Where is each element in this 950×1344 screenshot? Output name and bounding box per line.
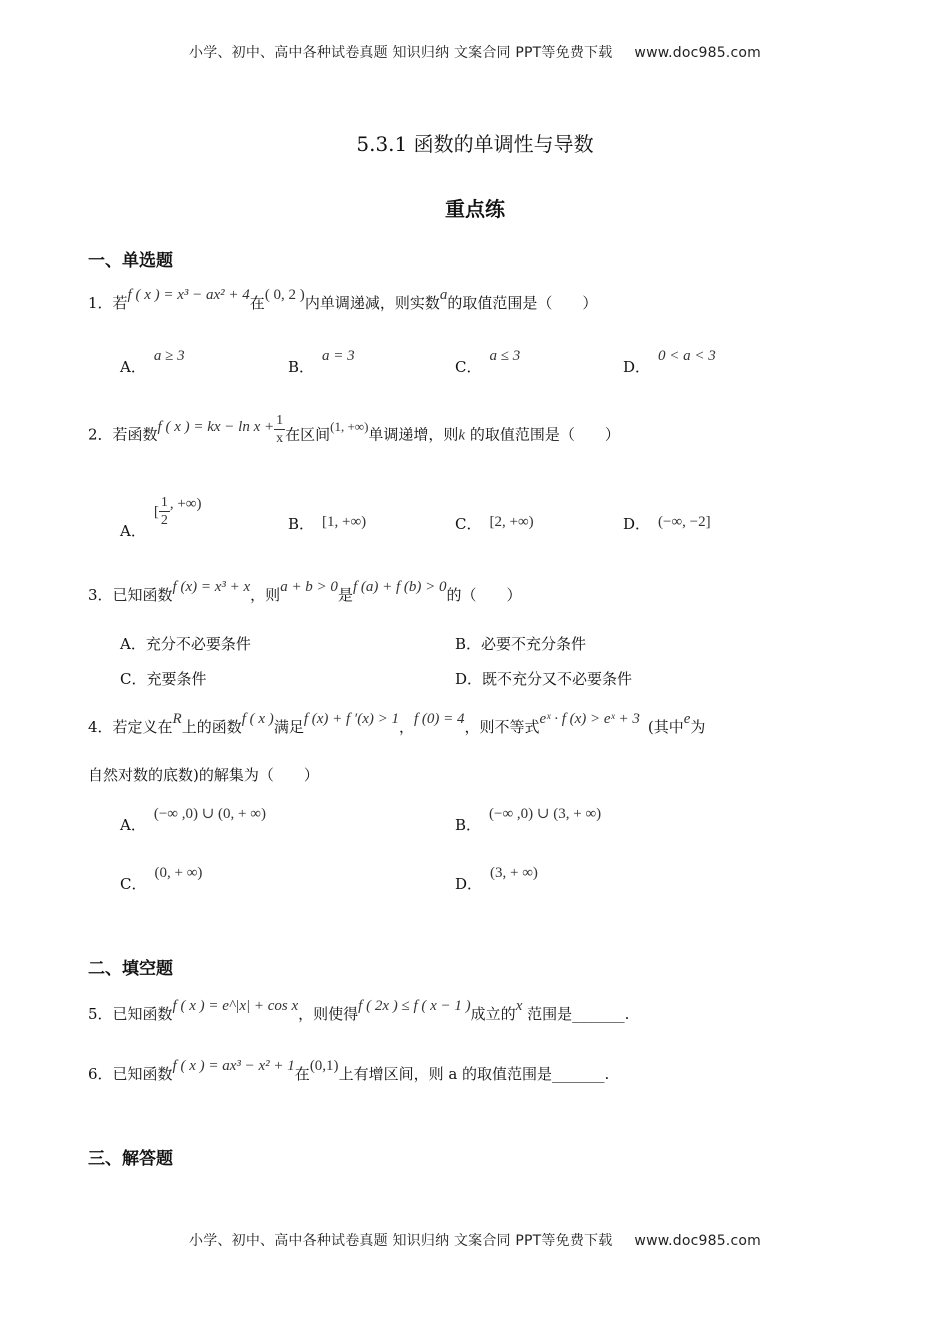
page-title: 5.3.1 函数的单调性与导数 bbox=[356, 132, 594, 156]
q2-fraction: $\frac{1}{x}$ bbox=[276, 413, 284, 446]
q4-option-a[interactable]: A．(−∞ ,0) ∪ (0, + ∞) bbox=[120, 806, 266, 834]
q2-option-c[interactable]: C． [2, +∞) bbox=[455, 514, 534, 533]
q2-option-b[interactable]: B． [1, +∞) bbox=[288, 514, 367, 533]
question-6: 6．已知函数f ( x ) = ax³ − x² + 1在(0,1)上有增区间，则 a 的取值范围是_______. bbox=[88, 1058, 610, 1083]
header-text: 小学、初中、高中各种试卷真题 知识归纳 文案合同 PPT等免费下载 bbox=[189, 45, 613, 61]
q3-option-a[interactable]: A．充分不必要条件 bbox=[120, 635, 251, 653]
q4-option-b[interactable]: B．(−∞ ,0) ∪ (3, + ∞) bbox=[455, 806, 602, 834]
question-4-continued: 自然对数的底数)的解集为（ ） bbox=[88, 766, 319, 784]
question-2: 2．若函数f ( x ) = kx − ln x + $\frac{1}{x}$ 在区间(1, +∞)单调递增，则k 的取值范围是（ ） bbox=[88, 413, 620, 446]
q6-function: f ( x ) = ax³ − x² + 1 bbox=[172, 1058, 295, 1074]
page-subtitle: 重点练 bbox=[445, 197, 505, 221]
q2-option-d[interactable]: D． (−∞, −2] bbox=[623, 514, 711, 533]
q4-option-c[interactable]: C．(0, + ∞) bbox=[120, 865, 203, 893]
question-4: 4．若定义在R上的函数f ( x )满足f (x) + f ′(x) > 1，f (0) = 4，则不等式eˣ · f (x) > eˣ + 3 (其中e为 bbox=[88, 711, 706, 736]
q1-interval: ( 0, 2 ) bbox=[264, 287, 305, 303]
q1-option-a[interactable]: A．a ≥ 3 bbox=[120, 348, 185, 376]
section-fill-in: 二、填空题 bbox=[88, 959, 173, 979]
footer-text: 小学、初中、高中各种试卷真题 知识归纳 文案合同 PPT等免费下载 bbox=[189, 1233, 613, 1249]
q2-option-a[interactable]: A．[ $\frac{1}{2}$ , +∞) bbox=[120, 495, 202, 540]
q3-function: f (x) = x³ + x bbox=[172, 579, 251, 595]
q3-option-d[interactable]: D．既不充分又不必要条件 bbox=[455, 670, 633, 688]
q1-option-d[interactable]: D．0 < a < 3 bbox=[623, 348, 716, 376]
header-url[interactable]: www.doc985.com bbox=[634, 45, 761, 61]
q5-function: f ( x ) = e^|x| + cos x bbox=[172, 998, 299, 1014]
q1-function: f ( x ) = x³ − ax² + 4 bbox=[127, 287, 250, 303]
question-3: 3．已知函数f (x) = x³ + x，则a + b > 0是f (a) + f (b) > 0的（ ） bbox=[88, 579, 522, 604]
q4-option-d[interactable]: D．(3, + ∞) bbox=[455, 865, 538, 893]
page-header bbox=[0, 42, 950, 62]
section-answer: 三、解答题 bbox=[88, 1149, 173, 1169]
q1-option-c[interactable]: C．a ≤ 3 bbox=[455, 348, 521, 376]
page-footer bbox=[0, 1230, 950, 1250]
q2-function: f ( x ) = kx − ln x + bbox=[157, 418, 275, 435]
section-single-choice: 一、单选题 bbox=[88, 251, 173, 271]
q3-option-b[interactable]: B．必要不充分条件 bbox=[455, 635, 587, 653]
q1-option-b[interactable]: B．a = 3 bbox=[288, 348, 355, 376]
question-1: 1．若f ( x ) = x³ − ax² + 4在( 0, 2 )内单调递减，则实数a的取值范围是（ ） bbox=[88, 287, 598, 312]
question-5: 5．已知函数f ( x ) = e^|x| + cos x，则使得f ( 2x ) ≤ f ( x − 1 )成立的x 范围是_______. bbox=[88, 998, 630, 1023]
footer-url[interactable]: www.doc985.com bbox=[634, 1233, 761, 1249]
q3-option-c[interactable]: C．充要条件 bbox=[120, 670, 207, 688]
q2-interval: (1, +∞) bbox=[330, 418, 369, 434]
